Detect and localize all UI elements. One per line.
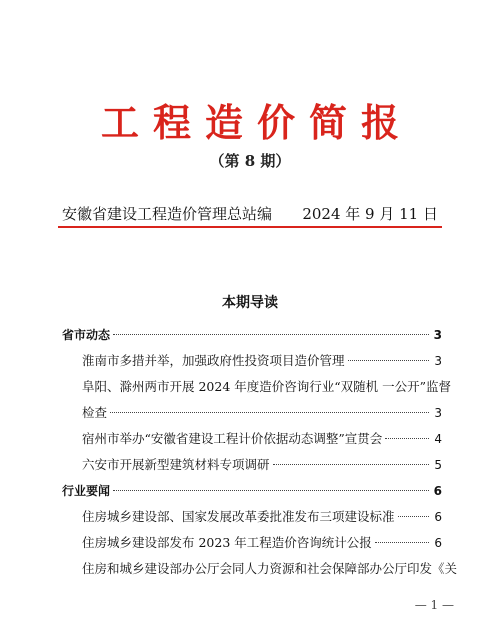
- toc-page-number: 3: [434, 406, 442, 420]
- toc-heading: 本期导读: [222, 295, 278, 311]
- toc-entry-label: 淮南市多措并举，加强政府性投资项目造价管理: [82, 353, 345, 368]
- toc-page-number: 4: [434, 432, 442, 446]
- toc-entry-label: 检查: [82, 405, 108, 420]
- publication-date: 2024 年 9 月 11 日: [302, 205, 438, 223]
- publisher-line: 安徽省建设工程造价管理总站编: [62, 205, 273, 223]
- toc-entry-label: 住房城乡建设部、国家发展改革委批准发布三项建设标准: [82, 509, 395, 524]
- toc-section-provincial[interactable]: [62, 322, 442, 348]
- toc-page-number: 6: [434, 536, 442, 550]
- toc-section-label: 省市动态: [62, 328, 111, 342]
- toc-page-number: 3: [433, 328, 442, 342]
- toc-leader: [398, 516, 429, 517]
- toc-entry-label: 住房城乡建设部发布 2023 年工程造价咨询统计公报: [82, 535, 372, 550]
- toc-section-industry[interactable]: [62, 478, 442, 504]
- toc-entry-label: 住房和城乡建设部办公厅会同人力资源和社会保障部办公厅印发《关: [82, 561, 458, 576]
- toc-entry-fuyang-line1[interactable]: [62, 374, 452, 400]
- toc-page-number: 3: [434, 354, 442, 368]
- toc-leader: [348, 360, 429, 361]
- toc-leader: [385, 438, 429, 439]
- issue-number: （第 8 期）: [209, 152, 291, 170]
- toc-section-label: 行业要闻: [62, 484, 111, 498]
- page-number: — 1 —: [414, 598, 454, 612]
- toc-leader: [375, 542, 429, 543]
- bulletin-title: 工程造价简报: [100, 100, 413, 145]
- toc-entry-label: 宿州市举办“安徽省建设工程计价依据动态调整”宣贯会: [82, 431, 383, 446]
- toc-entry-label: 阜阳、滁州两市开展 2024 年度造价咨询行业“双随机 一公开”监督: [82, 379, 452, 394]
- toc-leader: [110, 412, 429, 413]
- toc-leader: [113, 334, 429, 335]
- toc-entry-standards[interactable]: [62, 504, 442, 530]
- toc-entry-suzhou[interactable]: [62, 426, 442, 452]
- toc-entry-huainan[interactable]: [62, 348, 442, 374]
- toc-leader: [273, 464, 429, 465]
- toc-entry-fuyang-line2[interactable]: [62, 400, 442, 426]
- toc-page-number: 6: [433, 484, 442, 498]
- toc-page-number: 6: [434, 510, 442, 524]
- toc-entry-statistics[interactable]: [62, 530, 442, 556]
- red-divider: [58, 226, 442, 228]
- table-of-contents: [62, 322, 458, 582]
- toc-leader: [113, 490, 429, 491]
- toc-page-number: 5: [434, 458, 442, 472]
- toc-entry-luan[interactable]: [62, 452, 442, 478]
- toc-entry-joint-notice[interactable]: [62, 556, 458, 582]
- toc-entry-label: 六安市开展新型建筑材料专项调研: [82, 457, 270, 472]
